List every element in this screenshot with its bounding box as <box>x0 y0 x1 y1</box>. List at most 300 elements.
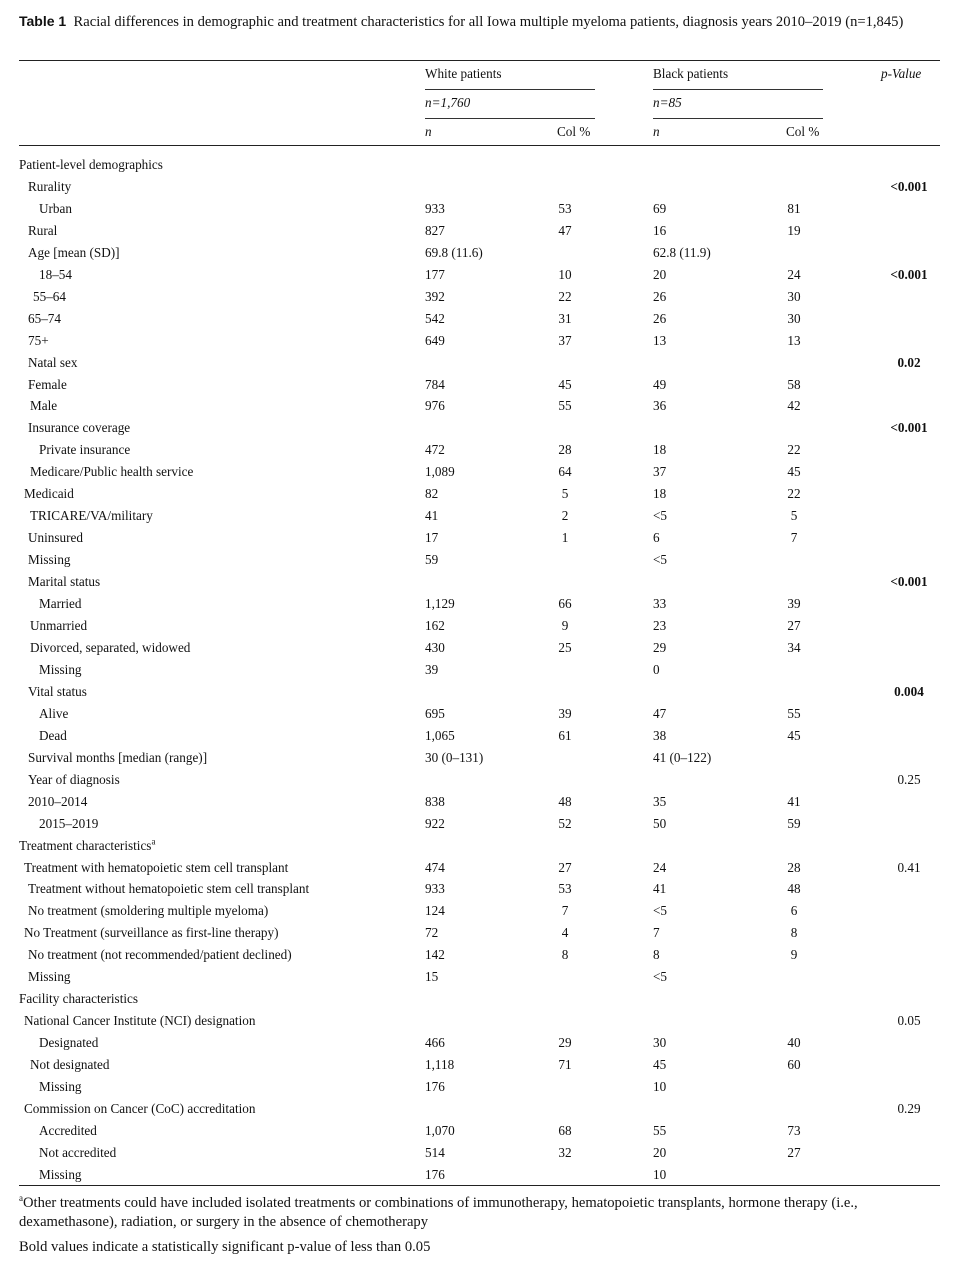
table-row <box>19 703 940 725</box>
white-pct-cell: 9 <box>561 618 569 634</box>
black-pct-cell: 7 <box>790 530 798 546</box>
black-pct-cell: 27 <box>787 1144 801 1160</box>
row-label-text: Marital status <box>28 574 101 590</box>
white-n-cell: 82 <box>425 486 439 502</box>
row-label <box>28 308 61 330</box>
white-pct-cell: 28 <box>558 442 572 458</box>
table-row <box>19 154 940 176</box>
black-n-cell: 47 <box>653 705 667 721</box>
white-pct-cell: 53 <box>558 881 572 897</box>
table-row <box>19 571 940 593</box>
table-label: Table 1 <box>19 13 67 29</box>
white-n-cell: 1,118 <box>425 1057 455 1073</box>
black-pct-cell: 9 <box>790 947 798 963</box>
row-label <box>28 966 71 988</box>
row-label-text: Not accredited <box>39 1144 117 1160</box>
row-label <box>24 857 288 879</box>
row-label-text: 18–54 <box>39 266 72 282</box>
table-row <box>19 637 940 659</box>
table-row <box>19 1032 940 1054</box>
row-label <box>33 286 66 308</box>
row-label <box>28 900 268 922</box>
row-label <box>39 593 81 615</box>
footnote-a-mark: a <box>19 1193 23 1204</box>
white-n-cell: 59 <box>425 552 439 568</box>
white-pct-cell: 31 <box>558 310 572 326</box>
table-row <box>19 593 940 615</box>
table-row <box>19 417 940 439</box>
black-pct-cell: 24 <box>787 266 801 282</box>
table-row <box>19 835 940 857</box>
black-n-cell: 36 <box>653 398 667 414</box>
table-row <box>19 220 940 242</box>
row-label-text: Treatment without hematopoietic stem cell transplant <box>28 881 310 897</box>
row-label-text: Medicare/Public health service <box>30 464 194 480</box>
row-label <box>30 1054 109 1076</box>
row-label-text: Rural <box>28 222 58 238</box>
table-row <box>19 922 940 944</box>
row-label <box>28 747 207 769</box>
black-pct-cell: 55 <box>787 705 801 721</box>
pvalue-cell: <0.001 <box>890 420 928 436</box>
table-row <box>19 857 940 879</box>
white-pct-cell: 39 <box>558 705 572 721</box>
white-pct-cell: 52 <box>558 815 572 831</box>
row-label <box>30 395 57 417</box>
black-group-header: Black patients <box>653 66 729 81</box>
row-label <box>39 439 130 461</box>
black-pct-cell: 73 <box>787 1122 801 1138</box>
black-pct-cell: 40 <box>787 1035 801 1051</box>
pvalue-cell: 0.02 <box>897 354 921 370</box>
footnote-marker: a <box>151 836 156 847</box>
row-label-text: Missing <box>28 552 71 568</box>
white-n-cell: 976 <box>425 398 445 414</box>
row-label-text: Survival months [median (range)] <box>28 749 208 765</box>
row-label-text: Patient-level demographics <box>19 157 163 172</box>
row-label <box>39 1120 97 1142</box>
white-pct-cell: 64 <box>558 464 572 480</box>
row-label-text: Married <box>39 596 82 612</box>
table-row <box>19 681 940 703</box>
row-label <box>28 417 130 439</box>
row-label-text: Missing <box>39 661 82 677</box>
table-row <box>19 747 940 769</box>
row-label <box>24 1098 255 1120</box>
row-label-text: Unmarried <box>30 618 88 634</box>
black-n-cell: 37 <box>653 464 667 480</box>
table-row <box>19 505 940 527</box>
caption-text: Racial differences in demographic and treatment characteristics for all Iowa multiple myeloma patients, diagnosis years 2010–2019 (n=1,845) <box>73 14 904 30</box>
row-label <box>39 264 72 286</box>
pvalue-cell: 0.29 <box>897 1100 921 1116</box>
row-label <box>28 769 120 791</box>
black-pct-cell: 45 <box>787 727 801 743</box>
white-pct-cell: 2 <box>561 508 569 524</box>
row-label <box>30 615 87 637</box>
white-n-cell: 466 <box>425 1035 445 1051</box>
row-label-text: Treatment with hematopoietic stem cell transplant <box>24 859 289 875</box>
black-n-cell: 20 <box>653 266 667 282</box>
white-pct-cell: 7 <box>561 903 569 919</box>
white-n-cell: 124 <box>425 903 445 919</box>
white-n-cell: 827 <box>425 222 445 238</box>
black-group-rule <box>653 89 823 90</box>
table-row <box>19 461 940 483</box>
white-group-header: White patients <box>425 66 502 81</box>
black-pct-cell: 22 <box>787 442 801 458</box>
black-pct-cell: 58 <box>787 376 801 392</box>
black-n-cell: 38 <box>653 727 667 743</box>
white-pct-cell: 61 <box>558 727 572 743</box>
white-n-cell: 1,065 <box>425 727 455 743</box>
black-n-cell: 8 <box>653 947 660 963</box>
white-n-cell: 176 <box>425 1166 445 1182</box>
row-label <box>39 703 68 725</box>
table-row <box>19 725 940 747</box>
row-label-text: Missing <box>28 969 71 985</box>
table-row <box>19 900 940 922</box>
black-pct-cell: 81 <box>787 200 801 216</box>
white-n-cell: 838 <box>425 793 445 809</box>
row-label <box>28 944 292 966</box>
row-label <box>28 878 309 900</box>
white-n-cell: 784 <box>425 376 445 392</box>
row-label-text: Not designated <box>30 1057 110 1073</box>
white-pct-cell: 27 <box>558 859 572 875</box>
black-n-cell: 41 (0–122) <box>653 749 712 765</box>
table-row <box>19 1164 940 1186</box>
black-n-cell: <5 <box>653 508 668 524</box>
table-body <box>19 154 940 1186</box>
table-row <box>19 395 940 417</box>
row-label <box>39 725 67 747</box>
white-n-rule <box>425 118 595 119</box>
row-label-text: 55–64 <box>33 288 66 304</box>
table-row <box>19 286 940 308</box>
table-caption <box>19 12 940 32</box>
black-n-cell: <5 <box>653 903 668 919</box>
black-pct-cell: 45 <box>787 464 801 480</box>
black-n-cell: 18 <box>653 486 667 502</box>
row-label <box>39 1142 116 1164</box>
footnote-a <box>19 1194 940 1232</box>
white-pct-cell: 71 <box>558 1057 572 1073</box>
row-label-text: Dead <box>39 727 67 743</box>
table-row <box>19 264 940 286</box>
row-label <box>39 1164 82 1186</box>
white-col-pct: Col % <box>557 124 591 139</box>
white-pct-cell: 5 <box>561 486 569 502</box>
white-n-cell: 39 <box>425 661 439 677</box>
row-label <box>24 1010 255 1032</box>
row-label-text: TRICARE/VA/military <box>30 508 153 524</box>
table-row <box>19 1120 940 1142</box>
white-n-cell: 69.8 (11.6) <box>425 244 483 260</box>
black-pct-cell: 59 <box>787 815 801 831</box>
footnote-bold-note: Bold values indicate a statistically significant p-value of less than 0.05 <box>19 1239 431 1255</box>
table-row <box>19 549 940 571</box>
row-label <box>39 1032 98 1054</box>
black-pct-cell: 42 <box>787 398 801 414</box>
white-n-cell: 176 <box>425 1079 445 1095</box>
white-n-cell: 542 <box>425 310 445 326</box>
white-pct-cell: 53 <box>558 200 572 216</box>
table-row <box>19 659 940 681</box>
pvalue-cell: 0.41 <box>897 859 921 875</box>
table-row <box>19 791 940 813</box>
white-n-cell: 1,070 <box>425 1122 455 1138</box>
black-n-cell: <5 <box>653 969 668 985</box>
row-label-text: Urban <box>39 200 72 216</box>
black-pct-cell: 13 <box>787 332 801 348</box>
table-row <box>19 1054 940 1076</box>
row-label <box>28 549 71 571</box>
table-row <box>19 352 940 374</box>
table-row <box>19 966 940 988</box>
row-label <box>28 374 67 396</box>
black-pct-cell: 48 <box>787 881 801 897</box>
black-n-cell: 29 <box>653 639 667 655</box>
row-label <box>30 637 190 659</box>
pvalue-header: p-Value <box>881 66 922 81</box>
black-n-cell: 30 <box>653 1035 667 1051</box>
row-label-text: 65–74 <box>28 310 61 326</box>
row-label-text: 2015–2019 <box>39 815 99 831</box>
table-row <box>19 198 940 220</box>
black-pct-cell: 6 <box>790 903 798 919</box>
row-label <box>28 242 120 264</box>
row-label <box>30 461 193 483</box>
row-label-text: Year of diagnosis <box>28 771 120 787</box>
row-label-text: Insurance coverage <box>28 420 131 436</box>
pvalue-cell: 0.004 <box>894 683 924 699</box>
header-rule <box>19 145 940 146</box>
black-pct-cell: 8 <box>790 925 798 941</box>
white-n-cell: 933 <box>425 881 445 897</box>
black-n-cell: 13 <box>653 332 667 348</box>
black-pct-cell: 60 <box>787 1057 801 1073</box>
table-figure <box>19 12 940 1255</box>
row-label-text: Missing <box>39 1079 82 1095</box>
table-row <box>19 483 940 505</box>
white-n-cell: 41 <box>425 508 439 524</box>
row-label-text: Age [mean (SD)] <box>28 244 120 260</box>
black-pct-cell: 19 <box>787 222 801 238</box>
row-label-text: Natal sex <box>28 354 78 370</box>
row-label <box>28 791 87 813</box>
black-n-cell: 35 <box>653 793 667 809</box>
row-label <box>24 483 74 505</box>
table-row <box>19 615 940 637</box>
black-n-cell: 45 <box>653 1057 667 1073</box>
black-n-rule <box>653 118 823 119</box>
white-n-cell: 472 <box>425 442 445 458</box>
row-label-text: Male <box>30 398 58 414</box>
white-n-cell: 162 <box>425 618 445 634</box>
black-n-cell: 26 <box>653 310 667 326</box>
white-n-header: n=1,760 <box>425 95 471 110</box>
row-label-text: Uninsured <box>28 530 83 546</box>
black-n-cell: 41 <box>653 881 667 897</box>
row-label-text: Facility characteristics <box>19 991 139 1007</box>
footnote-a-text: Other treatments could have included isolated treatments or combinations of immunotherapy, hematopoietic transplants, hormone therapy (i.e., dexamethasone), radiation, or surgery in the absence of chemotherapy <box>19 1195 858 1230</box>
row-label-text: Missing <box>39 1166 82 1182</box>
row-label-text: 75+ <box>28 332 49 348</box>
black-col-n: n <box>653 124 660 139</box>
row-label <box>28 681 87 703</box>
white-pct-cell: 25 <box>558 639 572 655</box>
black-pct-cell: 22 <box>787 486 801 502</box>
white-pct-cell: 45 <box>558 376 572 392</box>
table-row <box>19 242 940 264</box>
black-n-cell: 10 <box>653 1079 667 1095</box>
white-n-cell: 922 <box>425 815 445 831</box>
black-n-cell: <5 <box>653 552 668 568</box>
white-col-n: n <box>425 124 432 139</box>
table-row <box>19 1098 940 1120</box>
white-n-cell: 30 (0–131) <box>425 749 484 765</box>
pvalue-cell: 0.05 <box>897 1013 921 1029</box>
table-row <box>19 1142 940 1164</box>
table-row <box>19 1076 940 1098</box>
white-pct-cell: 48 <box>558 793 572 809</box>
table-row <box>19 374 940 396</box>
black-n-cell: 49 <box>653 376 667 392</box>
pvalue-cell: <0.001 <box>890 266 928 282</box>
row-label <box>28 220 57 242</box>
black-n-cell: 55 <box>653 1122 667 1138</box>
row-label <box>28 571 100 593</box>
white-n-cell: 15 <box>425 969 439 985</box>
row-label-text: Designated <box>39 1035 99 1051</box>
row-label <box>28 352 77 374</box>
row-label-text: Private insurance <box>39 442 131 458</box>
white-pct-cell: 55 <box>558 398 572 414</box>
table-row <box>19 944 940 966</box>
white-n-cell: 933 <box>425 200 445 216</box>
white-n-cell: 72 <box>425 925 439 941</box>
black-n-cell: 24 <box>653 859 667 875</box>
white-pct-cell: 10 <box>558 266 572 282</box>
black-n-cell: 23 <box>653 618 667 634</box>
row-label <box>28 176 71 198</box>
row-label <box>19 835 155 857</box>
black-n-cell: 26 <box>653 288 667 304</box>
white-n-cell: 514 <box>425 1144 445 1160</box>
table-row <box>19 330 940 352</box>
table-row <box>19 176 940 198</box>
row-label <box>39 813 98 835</box>
white-n-cell: 17 <box>425 530 439 546</box>
black-n-cell: 10 <box>653 1166 667 1182</box>
white-n-cell: 474 <box>425 859 445 875</box>
black-pct-cell: 41 <box>787 793 801 809</box>
white-pct-cell: 66 <box>558 596 572 612</box>
white-pct-cell: 22 <box>558 288 572 304</box>
table-row <box>19 1010 940 1032</box>
top-rule <box>19 60 940 61</box>
black-n-cell: 18 <box>653 442 667 458</box>
row-label <box>30 505 153 527</box>
black-n-cell: 33 <box>653 596 667 612</box>
white-n-cell: 695 <box>425 705 445 721</box>
black-pct-cell: 27 <box>787 618 801 634</box>
white-n-cell: 1,089 <box>425 464 455 480</box>
row-label <box>28 527 83 549</box>
white-pct-cell: 1 <box>561 530 569 546</box>
white-n-cell: 177 <box>425 266 445 282</box>
row-label-text: No treatment (smoldering multiple myeloma) <box>28 903 269 919</box>
row-label-text: National Cancer Institute (NCI) designation <box>24 1013 256 1029</box>
white-n-cell: 142 <box>425 947 445 963</box>
black-pct-cell: 28 <box>787 859 801 875</box>
row-label <box>19 988 138 1010</box>
table-row <box>19 439 940 461</box>
row-label-text: Rurality <box>28 178 72 194</box>
black-pct-cell: 30 <box>787 288 801 304</box>
white-pct-cell: 47 <box>558 222 572 238</box>
row-label-text: Commission on Cancer (CoC) accreditation <box>24 1100 256 1116</box>
black-n-cell: 6 <box>653 530 660 546</box>
white-n-cell: 430 <box>425 639 445 655</box>
pvalue-cell: <0.001 <box>890 178 928 194</box>
white-pct-cell: 4 <box>561 925 569 941</box>
black-n-cell: 0 <box>653 661 660 677</box>
bottom-rule <box>19 1185 940 1186</box>
table-row <box>19 813 940 835</box>
white-n-cell: 392 <box>425 288 445 304</box>
table-row <box>19 527 940 549</box>
black-n-cell: 62.8 (11.9) <box>653 244 711 260</box>
row-label-text: Accredited <box>39 1122 97 1138</box>
pvalue-cell: <0.001 <box>890 574 928 590</box>
black-pct-cell: 30 <box>787 310 801 326</box>
white-pct-cell: 32 <box>558 1144 572 1160</box>
row-label-text: No treatment (not recommended/patient declined) <box>28 947 292 963</box>
table-row <box>19 769 940 791</box>
white-pct-cell: 37 <box>558 332 572 348</box>
table-row <box>19 988 940 1010</box>
row-label <box>39 1076 82 1098</box>
table-row <box>19 878 940 900</box>
black-col-pct: Col % <box>786 124 820 139</box>
row-label <box>24 922 279 944</box>
row-label <box>39 198 72 220</box>
black-n-cell: 7 <box>653 925 660 941</box>
white-group-rule <box>425 89 595 90</box>
white-pct-cell: 29 <box>558 1035 572 1051</box>
row-label-text: No Treatment (surveillance as first-line therapy) <box>24 925 279 941</box>
white-pct-cell: 68 <box>558 1122 572 1138</box>
row-label <box>19 154 163 176</box>
pvalue-cell: 0.25 <box>897 771 921 787</box>
row-label <box>39 659 82 681</box>
row-label-text: Vital status <box>28 683 87 699</box>
row-label-text: Treatment characteristics <box>19 837 152 853</box>
black-pct-cell: 5 <box>790 508 798 524</box>
white-n-cell: 649 <box>425 332 445 348</box>
row-label-text: Divorced, separated, widowed <box>30 639 191 655</box>
white-pct-cell: 8 <box>561 947 569 963</box>
row-label <box>28 330 49 352</box>
row-label-text: Female <box>28 376 67 392</box>
black-n-cell: 16 <box>653 222 667 238</box>
row-label-text: Medicaid <box>24 486 74 502</box>
black-pct-cell: 39 <box>787 596 801 612</box>
black-n-cell: 20 <box>653 1144 667 1160</box>
row-label-text: 2010–2014 <box>28 793 88 809</box>
